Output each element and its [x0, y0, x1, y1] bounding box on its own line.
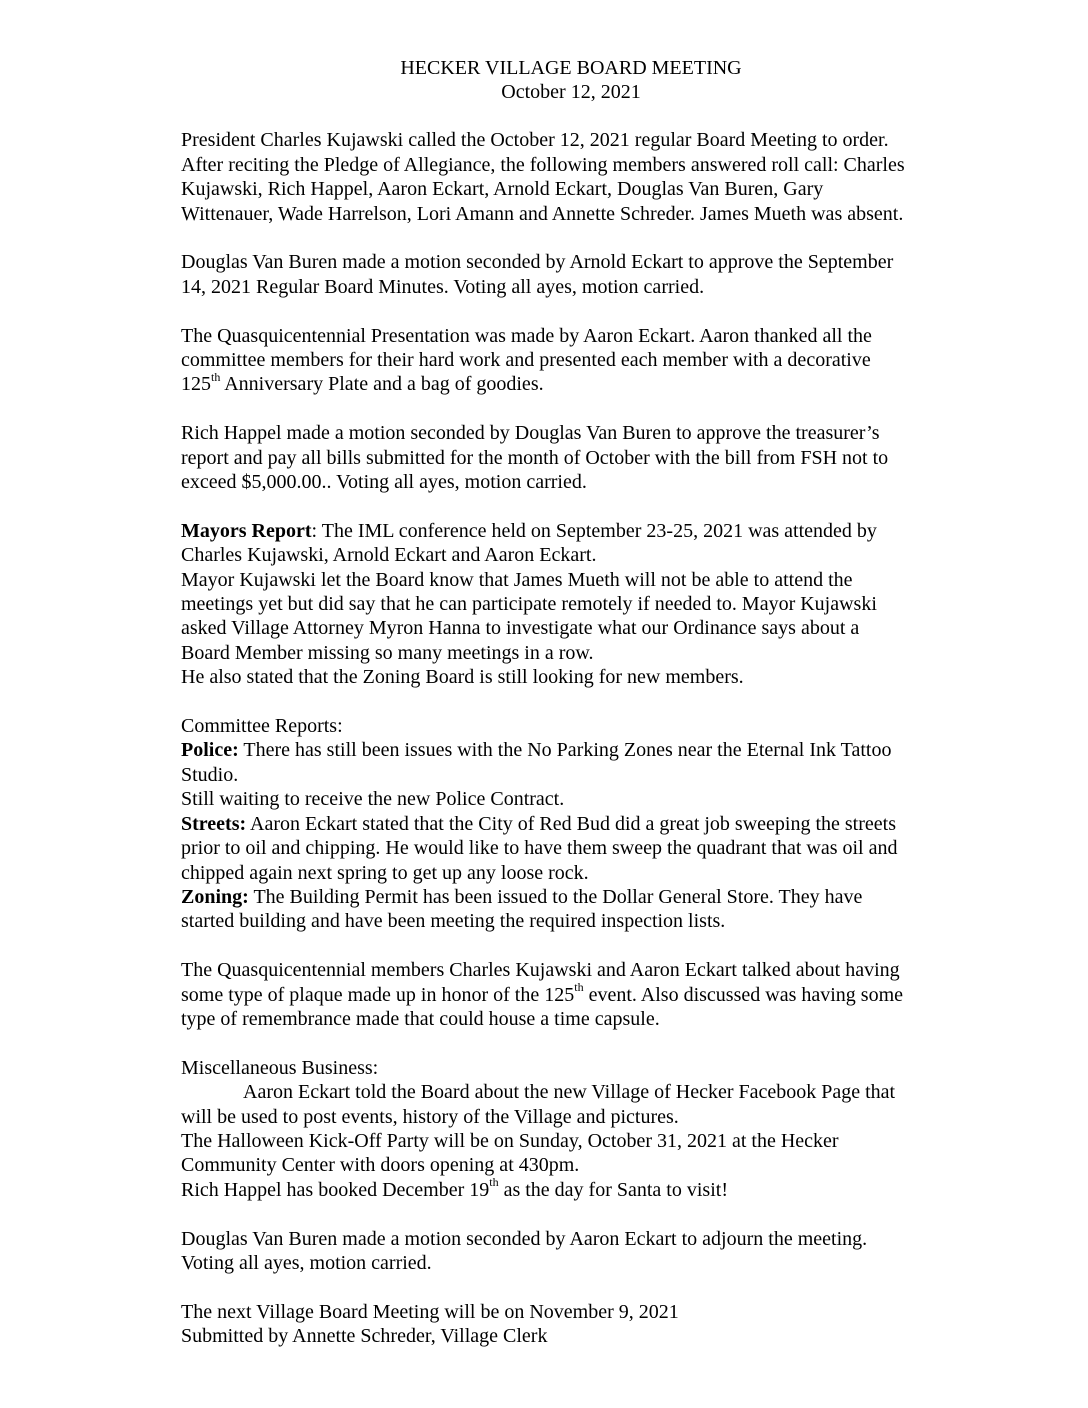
mayors-report-section — [181, 519, 981, 690]
text-line — [181, 813, 896, 835]
text-line: chipped again next spring to get up any loose rock. — [181, 861, 589, 884]
text-line: The Quasquicentennial Presentation was made by Aaron Eckart. Aaron thanked all the — [181, 324, 872, 347]
text-line: Rich Happel made a motion seconded by Douglas Van Buren to approve the treasurer’s — [181, 422, 880, 445]
text-line: Charles Kujawski, Arnold Eckart and Aaron Eckart. — [181, 544, 597, 567]
line-continuation: event. Also discussed was having some — [583, 983, 903, 1006]
text-line: The Quasquicentennial members Charles Kujawski and Aaron Eckart talked about having — [181, 959, 900, 982]
presentation-paragraph — [181, 324, 981, 397]
submitted-by-line: Submitted by Annette Schreder, Village Clerk — [181, 1325, 548, 1348]
ordinal-number: 125 — [181, 373, 211, 396]
text-line: report and pay all bills submitted for the month of October with the bill from FSH not to — [181, 446, 889, 469]
misc-business-heading: Miscellaneous Business: — [181, 1056, 379, 1079]
next-meeting-line: The next Village Board Meeting will be on November 9, 2021 — [181, 1300, 679, 1323]
line-continuation: as the day for Santa to visit! — [498, 1178, 728, 1201]
ordinal-suffix: th — [574, 979, 584, 994]
police-label: Police: — [181, 739, 239, 762]
text-line: Wittenauer, Wade Harrelson, Lori Amann and Annette Schreder. James Mueth was absent. — [181, 202, 904, 225]
text-line: Kujawski, Rich Happel, Aaron Eckart, Arnold Eckart, Douglas Van Buren, Gary — [181, 178, 824, 201]
text-line: Aaron Eckart told the Board about the new Village of Hecker Facebook Page that — [243, 1081, 896, 1104]
text-line: The Halloween Kick-Off Party will be on Sunday, October 31, 2021 at the Hecker — [181, 1129, 839, 1152]
text-line — [181, 979, 903, 1006]
text-line: asked Village Attorney Myron Hanna to investigate what our Ordinance says about a — [181, 617, 860, 640]
ordinal-suffix: th — [211, 369, 221, 384]
text-line — [181, 520, 877, 542]
miscellaneous-business-section — [181, 1056, 981, 1202]
zoning-label: Zoning: — [181, 885, 249, 908]
text-line: 14, 2021 Regular Board Minutes. Voting all ayes, motion carried. — [181, 275, 705, 298]
ordinal-suffix: th — [489, 1175, 499, 1190]
streets-label: Streets: — [181, 812, 247, 835]
document-header — [181, 56, 961, 104]
text-line — [181, 369, 544, 396]
text-line: Voting all ayes, motion carried. — [181, 1251, 432, 1274]
document-title: HECKER VILLAGE BOARD MEETING — [400, 57, 742, 79]
text-line: Still waiting to receive the new Police Contract. — [181, 788, 565, 811]
adjournment-paragraph — [181, 1227, 981, 1276]
call-to-order-paragraph — [181, 128, 981, 226]
line-start: some type of plaque made up in honor of the 125 — [181, 983, 575, 1006]
committee-reports-section — [181, 714, 981, 934]
text-line: prior to oil and chipping. He would like to have them sweep the quadrant that was oil and — [181, 837, 898, 860]
mayors-report-label: Mayors Report — [181, 519, 312, 542]
text-line: exceed $5,000.00.. Voting all ayes, motion carried. — [181, 471, 587, 494]
line-continuation: Anniversary Plate and a bag of goodies. — [220, 373, 544, 396]
text-line: started building and have been meeting the required inspection lists. — [181, 910, 726, 933]
line-continuation: : The IML conference held on September 23-25, 2021 was attended by — [311, 519, 877, 542]
text-line: meetings yet but did say that he can participate remotely if needed to. Mayor Kujawski — [181, 593, 877, 616]
line-continuation: The Building Permit has been issued to the Dollar General Store. They have — [248, 885, 863, 908]
text-line: After reciting the Pledge of Allegiance, the following members answered roll call: Charles — [181, 153, 905, 176]
meeting-date: October 12, 2021 — [501, 81, 641, 103]
text-line: President Charles Kujawski called the October 12, 2021 regular Board Meeting to order. — [181, 129, 889, 152]
quasquicentennial-paragraph — [181, 958, 981, 1031]
committee-reports-heading: Committee Reports: — [181, 715, 343, 738]
treasurer-paragraph — [181, 421, 981, 494]
text-line: He also stated that the Zoning Board is still looking for new members. — [181, 666, 744, 689]
minutes-approval-paragraph — [181, 250, 981, 299]
text-line: Douglas Van Buren made a motion seconded by Arnold Eckart to approve the September — [181, 251, 894, 274]
text-line: type of remembrance made that could house a time capsule. — [181, 1007, 660, 1030]
line-continuation: There has still been issues with the No Parking Zones near the Eternal Ink Tattoo — [238, 739, 892, 762]
text-line: committee members for their hard work and presented each member with a decorative — [181, 349, 871, 372]
text-line — [181, 1175, 728, 1201]
text-line — [181, 739, 891, 761]
text-line — [181, 886, 862, 908]
line-start: Rich Happel has booked December 19 — [181, 1178, 490, 1201]
text-line: will be used to post events, history of the Village and pictures. — [181, 1105, 679, 1128]
line-continuation: Aaron Eckart stated that the City of Red Bud did a great job sweeping the streets — [246, 812, 896, 835]
text-line: Studio. — [181, 763, 239, 786]
closing-section — [181, 1300, 981, 1349]
text-line: Mayor Kujawski let the Board know that James Mueth will not be able to attend the — [181, 568, 853, 591]
text-line: Douglas Van Buren made a motion seconded by Aaron Eckart to adjourn the meeting. — [181, 1227, 868, 1250]
text-line: Community Center with doors opening at 430pm. — [181, 1154, 580, 1177]
text-line: Board Member missing so many meetings in a row. — [181, 641, 594, 664]
minutes-document — [181, 56, 981, 1349]
